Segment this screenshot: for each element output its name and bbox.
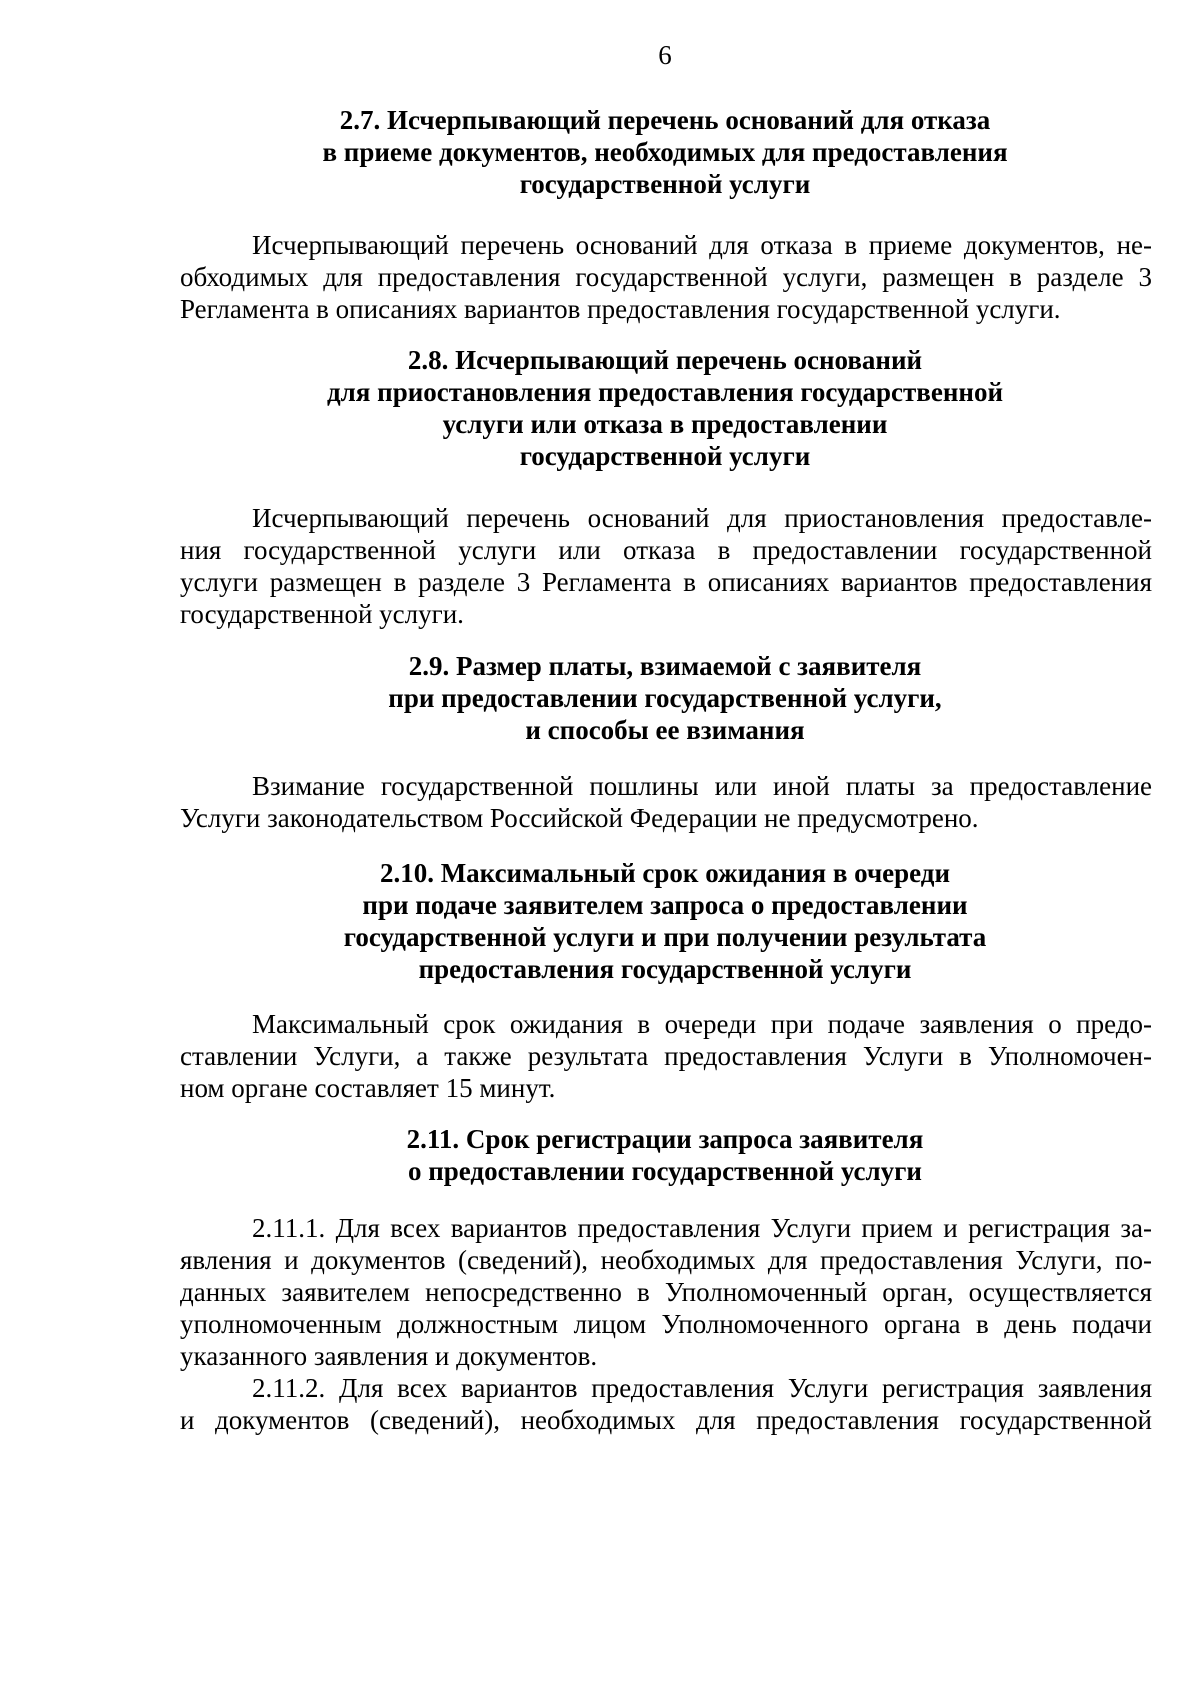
heading-line: услуги или отказа в предоставлении: [442, 409, 888, 439]
heading-line: о предоставлении государственной услуги: [407, 1156, 922, 1186]
text-line: Регламента в описаниях вариантов предоставления государственной услуги.: [180, 294, 1061, 324]
heading-line: 2.10. Максимальный срок ожидания в очереди: [379, 858, 951, 888]
text-line: ния государственной услуги или отказа в предоставлении государственной: [180, 535, 1152, 565]
text-line: указанного заявления и документов.: [180, 1341, 598, 1371]
text-line: государственной услуги.: [180, 599, 464, 629]
text-line: Исчерпывающий перечень оснований для приостановления предоставле-: [252, 503, 1152, 533]
heading-line: при предоставлении государственной услуги,: [388, 683, 942, 713]
heading-line: 2.11. Срок регистрации запроса заявителя: [406, 1124, 924, 1154]
text-line: ставлении Услуги, а также результата предоставления Услуги в Уполномочен-: [180, 1041, 1152, 1071]
paragraph-2-9: [180, 770, 1152, 834]
heading-line: 2.7. Исчерпывающий перечень оснований для отказа: [339, 105, 991, 135]
section-heading-2-10: [150, 857, 1180, 985]
paragraph-2-11-2: [180, 1372, 1152, 1436]
text-line: данных заявителем непосредственно в Уполномоченный орган, осуществляется: [180, 1277, 1152, 1307]
text-line: явления и документов (сведений), необходимых для предоставления Услуги, по-: [180, 1245, 1152, 1275]
paragraph-2-10: [180, 1008, 1152, 1104]
section-heading-2-9: [150, 650, 1180, 746]
text-line: Максимальный срок ожидания в очереди при подаче заявления о предо-: [252, 1009, 1152, 1039]
heading-line: при подаче заявителем запроса о предоставлении: [362, 890, 968, 920]
section-heading-2-8: [150, 344, 1180, 472]
text-line: обходимых для предоставления государственной услуги, размещен в разделе 3: [180, 262, 1152, 292]
section-heading-2-7: [150, 104, 1180, 200]
heading-line: государственной услуги: [519, 441, 811, 471]
text-line: уполномоченным должностным лицом Уполномоченного органа в день подачи: [180, 1309, 1152, 1339]
heading-line: государственной услуги и при получении результата: [343, 922, 987, 952]
text-line: 2.11.2. Для всех вариантов предоставления Услуги регистрация заявления: [252, 1373, 1152, 1403]
heading-line: государственной услуги: [519, 169, 811, 199]
text-line: и документов (сведений), необходимых для предоставления государственной: [180, 1405, 1152, 1435]
page-number: 6: [658, 40, 672, 70]
section-heading-2-11: [150, 1123, 1180, 1187]
heading-line: в приеме документов, необходимых для предоставления: [322, 137, 1008, 167]
heading-line: и способы ее взимания: [525, 715, 805, 745]
text-line: Взимание государственной пошлины или иной платы за предоставление: [252, 771, 1152, 801]
heading-line: 2.8. Исчерпывающий перечень оснований: [407, 345, 923, 375]
text-line: Исчерпывающий перечень оснований для отказа в приеме документов, не-: [252, 230, 1152, 260]
paragraph-2-8: [180, 502, 1152, 630]
text-line: ном органе составляет 15 минут.: [180, 1073, 556, 1103]
text-line: услуги размещен в разделе 3 Регламента в описаниях вариантов предоставления: [180, 567, 1152, 597]
text-line: 2.11.1. Для всех вариантов предоставления Услуги прием и регистрация за-: [252, 1213, 1152, 1243]
heading-line: 2.9. Размер платы, взимаемой с заявителя: [408, 651, 922, 681]
paragraph-2-7: [180, 229, 1152, 325]
heading-line: для приостановления предоставления государственной: [326, 377, 1003, 407]
text-line: Услуги законодательством Российской Федерации не предусмотрено.: [180, 803, 979, 833]
paragraph-2-11-1: [180, 1212, 1152, 1372]
heading-line: предоставления государственной услуги: [418, 954, 912, 984]
